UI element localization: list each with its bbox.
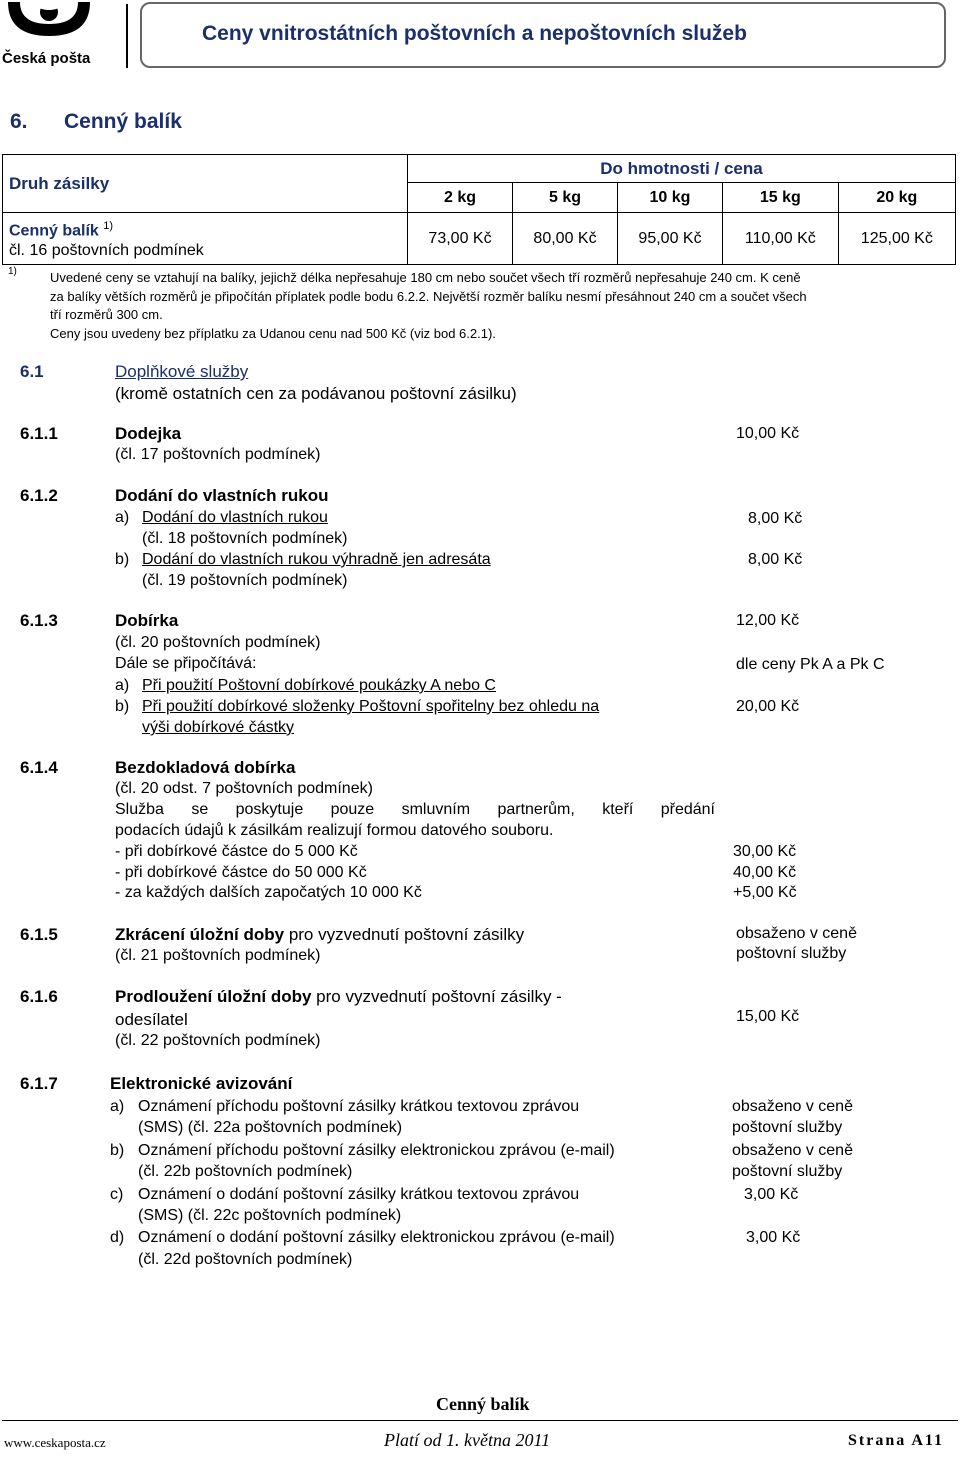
footer-page: Strana A11 [848, 1432, 945, 1449]
footer-section-title: Cenný balík [436, 1394, 530, 1414]
row-label: Cenný balík $^{1)}$ čl. 16 poštovních podmínek [3, 213, 408, 265]
list-marker: b) [110, 1142, 125, 1159]
footer-valid: Platí od 1. května 2011 [384, 1430, 551, 1450]
list-item-text: Oznámení příchodu poštovní zásilky elektronickou zprávou (e-mail) [138, 1142, 615, 1159]
weight-header: 2 kg [408, 183, 513, 213]
item-desc: podacích údajů k zásilkám realizují formou datového souboru. [115, 822, 554, 839]
list-item-text: (SMS) (čl. 22a poštovních podmínek) [138, 1119, 403, 1136]
list-item-text: - při dobírkové částce do 5 000 Kč [115, 843, 358, 860]
item-price: poštovní služby [732, 1119, 843, 1136]
item-title: Bezdokladová dobírka [115, 758, 296, 777]
item-title: Dodání do vlastních rukou [115, 486, 329, 505]
item-ref: (čl. 21 poštovních podmínek) [115, 947, 321, 964]
section-number: 6. [10, 110, 28, 133]
item-number: 6.1.6 [20, 987, 58, 1006]
list-item-text: Při použití dobírkové složenky Poštovní spořitelny bez ohledu na [142, 698, 600, 715]
list-item-text: Oznámení o dodání poštovní zásilky krátkou textovou zprávou [138, 1186, 580, 1203]
list-item-text: Při použití Poštovní dobírkové poukázky A nebo C [142, 677, 496, 694]
footer-divider [2, 1420, 958, 1421]
logo-text: Česká pošta [2, 50, 91, 67]
list-marker: d) [110, 1229, 125, 1246]
item-ref: (čl. 20 poštovních podmínek) [115, 634, 321, 651]
footer-url: www.ceskaposta.cz [4, 1435, 106, 1450]
price-cell: 80,00 Kč [513, 213, 618, 265]
list-item-text: Dodání do vlastních rukou výhradně jen adresáta [142, 551, 491, 568]
item-price: 8,00 Kč [748, 551, 803, 568]
item-title: Dobírka [115, 611, 179, 630]
item-ref: (čl. 22 poštovních podmínek) [115, 1032, 321, 1049]
list-item-text: Oznámení o dodání poštovní zásilky elektronickou zprávou (e-mail) [138, 1229, 615, 1246]
table-header-type: Druh zásilky [3, 155, 408, 213]
item-number: 6.1.2 [20, 486, 58, 505]
subsection-number: 6.1 [20, 362, 44, 381]
list-marker: a) [110, 1098, 125, 1115]
price-cell: 125,00 Kč [838, 213, 955, 265]
list-item-text: (čl. 22b poštovních podmínek) [138, 1163, 353, 1180]
list-item-text: výši dobírkové částky [142, 719, 295, 736]
list-marker: a) [115, 509, 130, 526]
item-number: 6.1.4 [20, 758, 58, 777]
item-price: obsaženo v ceně [736, 925, 857, 942]
page-title: Ceny vnitrostátních poštovních a nepoštovních služeb [202, 22, 747, 45]
item-title: Elektronické avizování [110, 1074, 293, 1093]
item-number: 6.1.3 [20, 611, 58, 630]
item-ref: (čl. 17 poštovních podmínek) [115, 446, 321, 463]
item-price: 10,00 Kč [736, 425, 800, 442]
section-title: Cenný balík [64, 110, 182, 133]
price-cell: 73,00 Kč [408, 213, 513, 265]
note-line: tří rozměrů 300 cm. [50, 307, 163, 322]
item-title: Prodloužení úložní doby pro vyzvednutí poštovní zásilky - [115, 987, 562, 1006]
item-price: poštovní služby [736, 945, 847, 962]
price-table [2, 154, 956, 265]
item-price: 3,00 Kč [746, 1229, 801, 1246]
note-line: za balíky větších rozměrů je připočítán příplatek podle bodu 6.2.2. Největší rozměr balíku nesmí přesáhnout 240 cm a součet všech [50, 289, 807, 304]
item-price: +5,00 Kč [733, 884, 797, 901]
item-price: obsaženo v ceně [732, 1098, 853, 1115]
item-price: 3,00 Kč [744, 1186, 799, 1203]
weight-header: 5 kg [513, 183, 618, 213]
list-marker: b) [115, 551, 130, 568]
item-price: 40,00 Kč [733, 864, 797, 881]
item-number: 6.1.7 [20, 1074, 58, 1093]
item-price: 20,00 Kč [736, 698, 800, 715]
list-marker: b) [115, 698, 130, 715]
list-item-text: (SMS) (čl. 22c poštovních podmínek) [138, 1207, 402, 1224]
item-price: poštovní služby [732, 1163, 843, 1180]
item-price: obsaženo v ceně [732, 1142, 853, 1159]
list-item-text: (čl. 22d poštovních podmínek) [138, 1251, 353, 1268]
price-cell: 110,00 Kč [723, 213, 839, 265]
item-ref: (čl. 19 poštovních podmínek) [142, 572, 348, 589]
list-item-text: Oznámení příchodu poštovní zásilky krátkou textovou zprávou [138, 1098, 580, 1115]
item-ref: (čl. 18 poštovních podmínek) [142, 530, 348, 547]
note-marker: 1) [8, 266, 17, 277]
item-price: 8,00 Kč [748, 510, 803, 527]
item-number: 6.1.1 [20, 424, 58, 443]
list-item-text: - za každých dalších započatých 10 000 Kč [115, 884, 422, 901]
item-desc: Služba se poskytuje pouze smluvním partnerům, kteří předání [115, 801, 715, 818]
weight-header: 10 kg [618, 183, 723, 213]
list-marker: c) [110, 1186, 124, 1203]
item-title: Dodejka [115, 424, 182, 443]
subsection-subtitle: (kromě ostatních cen za podávanou poštovní zásilku) [115, 384, 517, 403]
item-title: Zkrácení úložní doby pro vyzvednutí poštovní zásilky [115, 925, 525, 944]
note-line: Uvedené ceny se vztahují na balíky, jejichž délka nepřesahuje 180 cm nebo součet všech tří rozměrů nepřesahuje 240 cm. K ceně [50, 270, 801, 285]
item-price: 30,00 Kč [733, 843, 797, 860]
list-item-text: Dodání do vlastních rukou [142, 509, 328, 526]
weight-header: 15 kg [723, 183, 839, 213]
note-line: Ceny jsou uvedeny bez příplatku za Udanou cenu nad 500 Kč (viz bod 6.2.1). [50, 326, 496, 341]
item-price: dle ceny Pk A a Pk C [736, 656, 885, 673]
weight-header: 20 kg [838, 183, 955, 213]
table-header-weight: Do hmotnosti / cena [408, 155, 956, 183]
list-item-text: - při dobírkové částce do 50 000 Kč [115, 864, 367, 881]
list-marker: a) [115, 677, 130, 694]
subsection-title: Doplňkové služby [115, 362, 249, 381]
item-price: 12,00 Kč [736, 612, 800, 629]
item-number: 6.1.5 [20, 925, 58, 944]
item-price: 15,00 Kč [736, 1008, 800, 1025]
item-ref: (čl. 20 odst. 7 poštovních podmínek) [115, 780, 373, 797]
price-cell: 95,00 Kč [618, 213, 723, 265]
item-title-cont: odesílatel [115, 1010, 188, 1029]
header-divider [126, 4, 128, 68]
item-extra: Dále se připočítává: [115, 655, 257, 672]
